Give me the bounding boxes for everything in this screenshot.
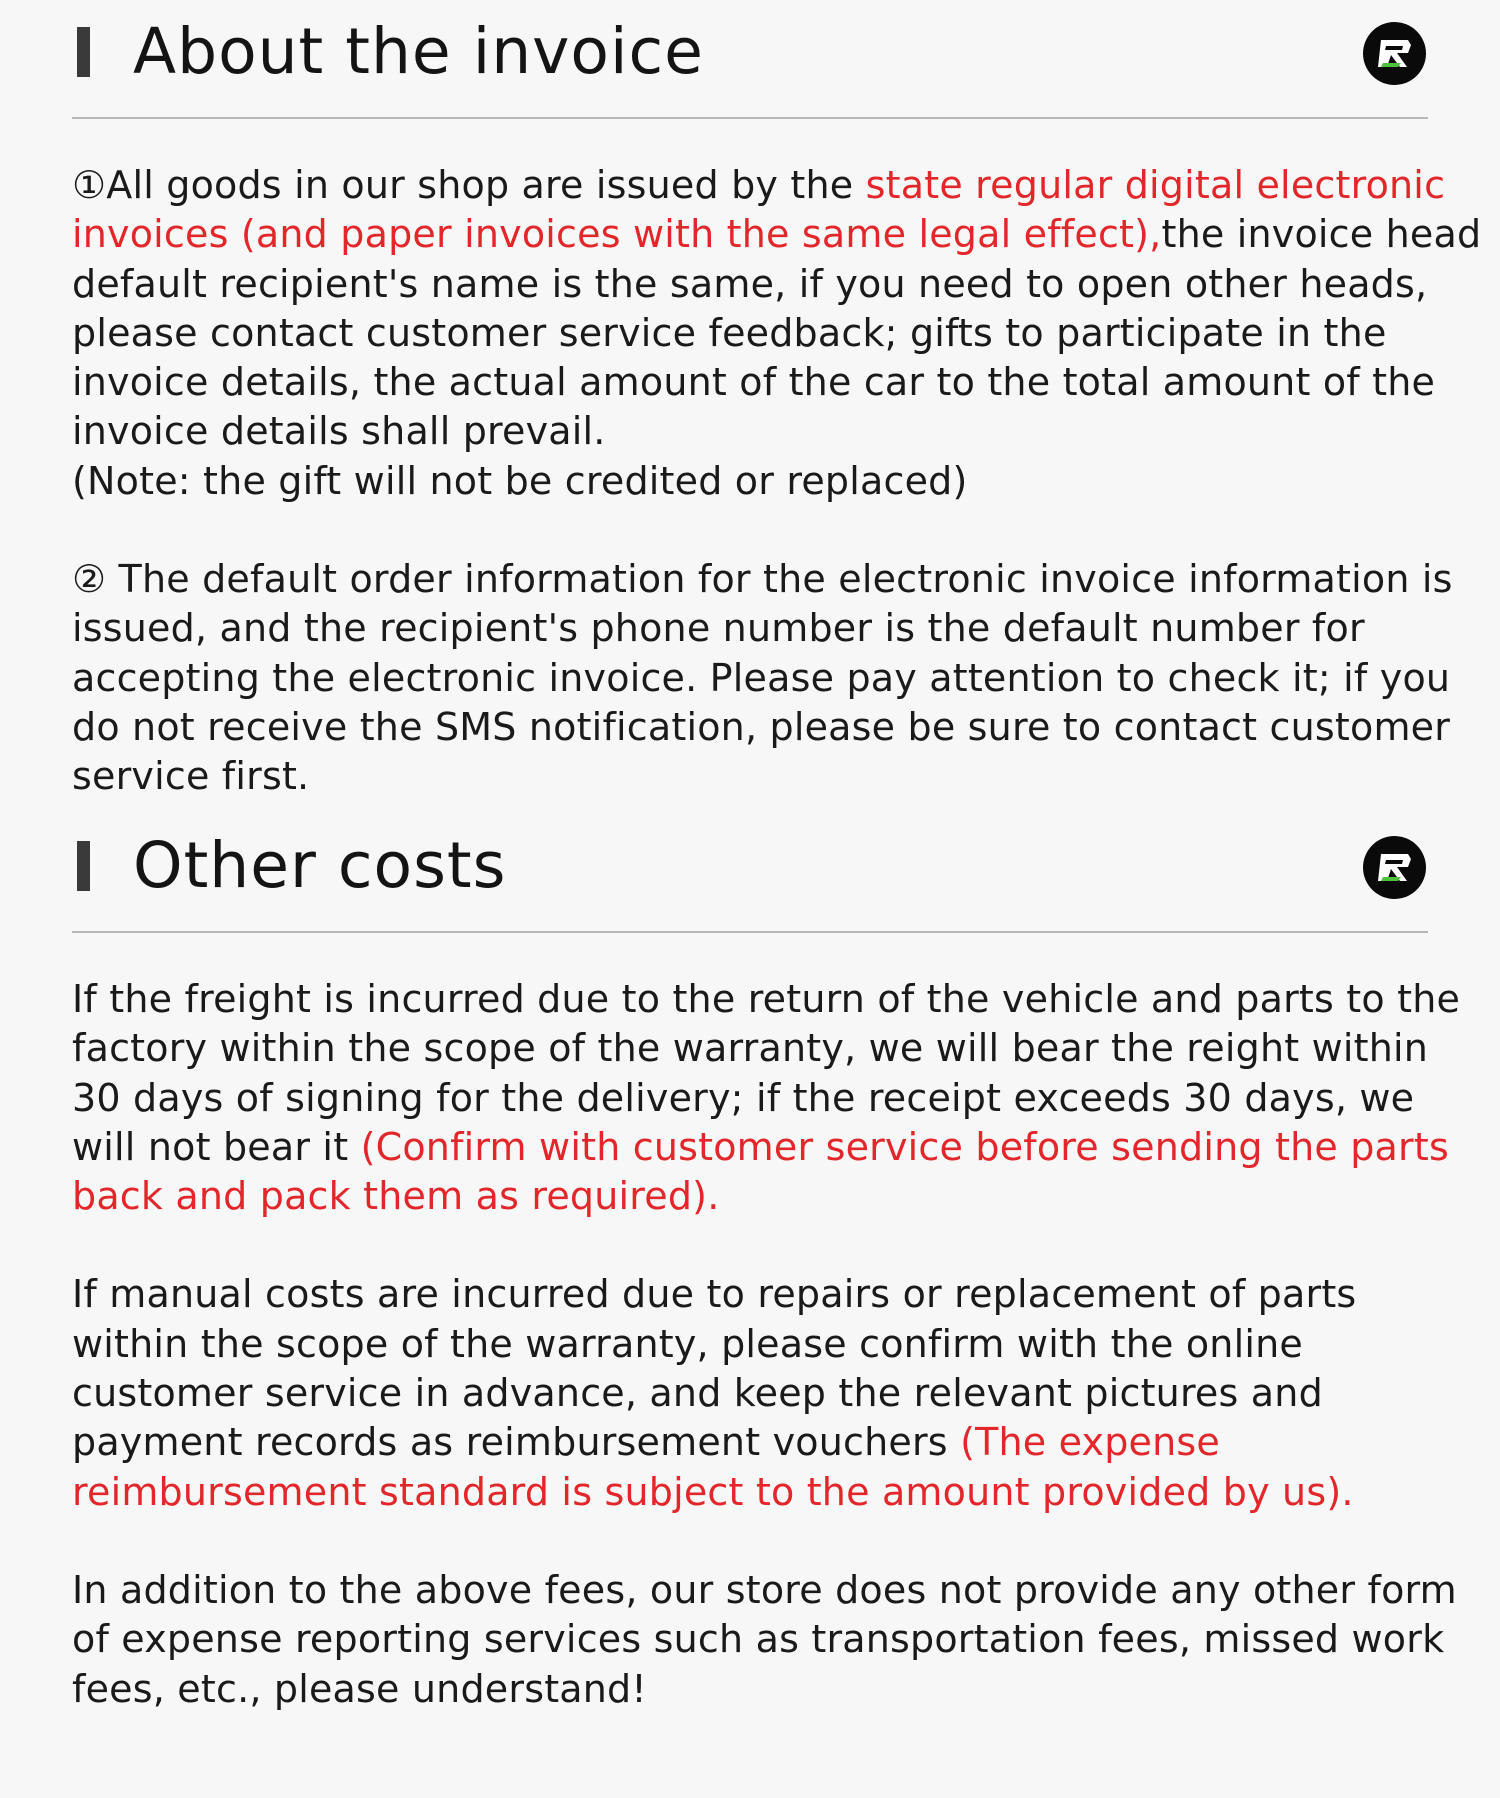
- costs-p2-lead: If manual costs are incurred due to repairs or replacement of parts within the scope of the warranty, please confirm with the online customer service in advance, and keep the relevant pictures and payment records as reimbursement vouchers: [72, 1272, 1357, 1465]
- costs-section-title: Other costs: [133, 829, 507, 902]
- costs-paragraph-1: [72, 975, 1482, 1221]
- costs-p1-highlight: (Confirm with customer service before sending the parts back and pack them as required).: [72, 1124, 1449, 1219]
- costs-section: [0, 814, 1500, 1711]
- invoice-section-header: [0, 0, 1500, 100]
- invoice-section: [0, 0, 1500, 799]
- brand-r-logo-icon: [1363, 836, 1426, 899]
- costs-paragraph-3: In addition to the above fees, our store does not provide any other form of expense reporting services such as transportation fees, missed work fees, etc., please understand!: [72, 1567, 1457, 1711]
- invoice-p1-highlight: state regular digital electronic invoices (and paper invoices with the same legal effect),: [72, 163, 1446, 257]
- section-marker-bar: [77, 27, 90, 77]
- costs-section-body: [72, 975, 1482, 1714]
- invoice-p1-rest: the invoice head default recipient's name is the same, if you need to open other heads, please contact customer service feedback; gifts to participate in the invoice details, the actual amount of the car to the total amount of the invoice details shall prevail.: [72, 212, 1482, 454]
- invoice-section-title: About the invoice: [133, 15, 704, 88]
- invoice-p1-lead: ①All goods in our shop are issued by the: [72, 163, 866, 207]
- invoice-section-body: [72, 161, 1482, 802]
- section-divider: [72, 931, 1428, 933]
- brand-r-logo-icon: [1363, 22, 1426, 85]
- invoice-paragraph-1: [72, 161, 1482, 506]
- costs-section-header: [0, 814, 1500, 914]
- section-divider: [72, 117, 1428, 119]
- invoice-paragraph-2: ② The default order information for the electronic invoice information is issued, and the recipient's phone number is the default number for accepting the electronic invoice. Please pay attention to check it; if you do not receive the SMS notification, please be sure to contact customer service first.: [72, 557, 1453, 799]
- costs-p1-lead: If the freight is incurred due to the return of the vehicle and parts to the factory within the scope of the warranty, we will bear the reight within 30 days of signing for the delivery; if the receipt exceeds 30 days, we will not bear it: [72, 977, 1461, 1169]
- costs-p2-highlight: (The expense reimbursement standard is subject to the amount provided by us).: [72, 1420, 1354, 1514]
- invoice-p1-note: (Note: the gift will not be credited or replaced): [72, 458, 968, 503]
- section-marker-bar: [77, 841, 90, 891]
- costs-paragraph-2: [72, 1270, 1482, 1516]
